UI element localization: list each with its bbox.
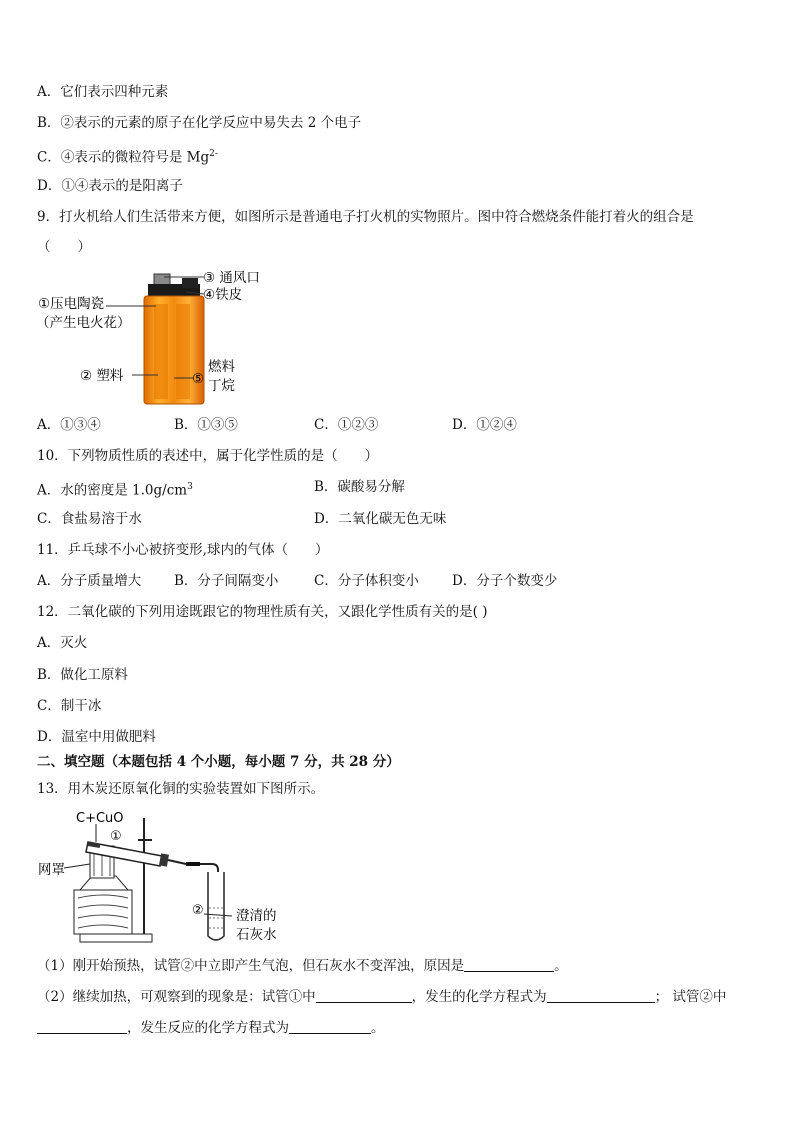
q13-part2-line1 — [37, 988, 726, 1006]
q11-option-a: A．分子质量增大 — [37, 573, 142, 589]
lighter-figure — [36, 264, 286, 409]
q9-option-b: B．①③⑤ — [174, 417, 238, 433]
q11-options — [37, 572, 757, 590]
q8-option-a: A．它们表示四种元素 — [37, 84, 169, 100]
q13-part2-text-c: ； 试管②中 — [654, 989, 727, 1005]
q13-part1-blank[interactable] — [464, 957, 554, 972]
mesh-label: 网罩 — [38, 862, 65, 878]
q11-option-c: C．分子体积变小 — [314, 573, 419, 589]
q10-option-a — [37, 478, 193, 500]
q8-option-c-charge: 2- — [209, 149, 218, 159]
q13-part1-text: （1）刚开始预热，试管②中立即产生气泡，但石灰水不变浑浊，原因是 — [37, 958, 465, 974]
test-tube-2 — [208, 872, 224, 940]
limewater-label-1: 澄清的 — [236, 908, 277, 924]
q12-option-a: A．灭火 — [37, 635, 88, 651]
section2-title: 二、填空题（本题包括 4 个小题，每小题 7 分，共 28 分） — [37, 754, 400, 770]
q11-option-d: D．分子个数变少 — [452, 573, 558, 589]
q13-part2-blank-4[interactable] — [289, 1019, 371, 1034]
q12-option-d: D．温室中用做肥料 — [37, 729, 156, 745]
tube1-number: ① — [110, 829, 122, 844]
q11-option-b: B．分子间隔变小 — [174, 573, 279, 589]
q13-part2-line2 — [37, 1019, 385, 1037]
q13-stem: 13．用木炭还原氧化铜的实验装置如下图所示。 — [37, 781, 325, 797]
q9-stem: 9．打火机给人们生活带来方便，如图所示是普通电子打火机的实物照片。图中符合燃烧条件能打着火的组合是 — [37, 209, 694, 225]
q13-part1 — [37, 957, 568, 975]
lighter-label-5-fuel: 燃料 — [208, 359, 235, 375]
limewater-label-2: 石灰水 — [236, 927, 277, 943]
q13-part2-text-d: ，发生反应的化学方程式为 — [127, 1020, 289, 1036]
q13-part2-end: 。 — [371, 1020, 385, 1036]
q8-option-c — [37, 145, 218, 167]
q11-stem: 11．乒乓球不小心被挤变形,球内的气体（ ） — [37, 542, 329, 558]
lighter-label-5-butane: 丁烷 — [208, 378, 235, 394]
q13-part2-blank-3[interactable] — [37, 1019, 127, 1034]
q13-part1-end: 。 — [554, 958, 568, 974]
tube2-number: ② — [192, 903, 204, 918]
lighter-label-5-num: ⑤ — [192, 371, 205, 387]
apparatus-figure — [36, 808, 296, 948]
lighter-body — [144, 296, 204, 404]
q8-option-b: B．②表示的元素的原子在化学反应中易失去 2 个电子 — [37, 115, 362, 131]
q8-option-d: D．①④表示的是阳离子 — [37, 178, 183, 194]
q10-option-c: C．食盐易溶于水 — [37, 511, 142, 527]
q12-option-b: B．做化工原料 — [37, 667, 128, 683]
q10-option-b: B．碳酸易分解 — [314, 479, 405, 495]
lighter-label-3: ③ 通风口 — [203, 270, 260, 286]
q10-option-a-exp: 3 — [187, 482, 193, 492]
q13-part2-blank-2[interactable] — [547, 988, 655, 1003]
reactants-label: C+CuO — [76, 811, 124, 826]
q13-part2-blank-1[interactable] — [316, 988, 412, 1003]
q9-option-c: C．①②③ — [314, 417, 379, 433]
lighter-label-4: ④铁皮 — [203, 287, 243, 303]
q12-option-c: C．制干冰 — [37, 698, 102, 714]
q10-stem: 10．下列物质性质的表述中，属于化学性质的是（ ） — [37, 448, 379, 464]
q13-part2-text-a: （2）继续加热，可观察到的现象是：试管①中 — [37, 989, 316, 1005]
q10-option-a-text: A．水的密度是 1.0g/cm — [37, 482, 188, 499]
q9-paren: （ ） — [37, 239, 91, 255]
q9-options — [37, 416, 757, 434]
lighter-label-1a: ①压电陶瓷 — [38, 296, 105, 312]
q9-option-d: D．①②④ — [452, 417, 517, 433]
lighter-label-1b: （产生电火花） — [36, 315, 131, 331]
q9-option-a: A．①③④ — [37, 417, 101, 433]
q8-option-c-text: C．④表示的微粒符号是 Mg — [37, 149, 210, 166]
q13-part2-text-b: ，发生的化学方程式为 — [411, 989, 547, 1005]
q12-stem: 12．二氧化碳的下列用途既跟它的物理性质有关，又跟化学性质有关的是( ) — [37, 604, 488, 620]
q10-option-d: D．二氧化碳无色无味 — [314, 511, 447, 527]
lighter-label-2: ② 塑料 — [80, 368, 124, 384]
